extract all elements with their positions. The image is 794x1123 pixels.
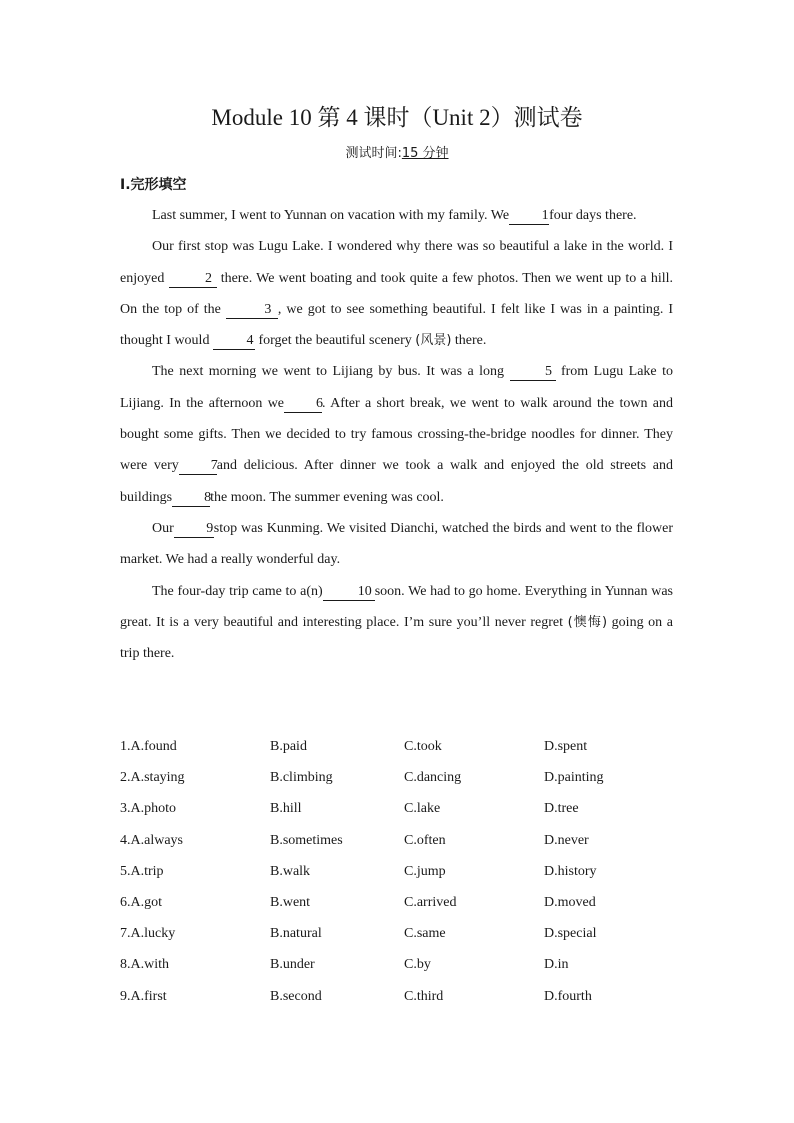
option-a: 2.A.staying: [120, 770, 185, 786]
option-c: C.arrived: [404, 894, 457, 910]
option-b: B.sometimes: [270, 832, 343, 848]
page-title: Module 10 第 4 课时（Unit 2）测试卷: [211, 105, 583, 130]
blank-9: 9: [174, 520, 214, 538]
test-time-label: 测试时间:: [345, 146, 402, 161]
option-b: B.went: [270, 894, 311, 910]
answer-options: [120, 731, 680, 1012]
option-d: D.special: [544, 926, 597, 942]
option-d: D.never: [544, 832, 589, 848]
option-d: D.painting: [544, 770, 604, 786]
option-row: [120, 981, 680, 1012]
option-c: C.same: [404, 926, 446, 942]
option-a: 6.A.got: [120, 894, 162, 910]
option-a: 7.A.lucky: [120, 926, 176, 942]
option-row: [120, 793, 680, 824]
option-row: [120, 949, 680, 980]
option-b: B.paid: [270, 739, 307, 754]
option-a: 3.A.photo: [120, 801, 176, 817]
option-d: D.moved: [544, 894, 596, 910]
option-row: [120, 887, 680, 918]
option-a: 5.A.trip: [120, 863, 164, 879]
paragraph-2: Our first stop was Lugu Lake. I wondered why there was so beautiful a lake in the world. I enjoyed 2 there. We went boating and took quite a few photos. Then we went up to a hill. On the top of the 3 , we got to see something beautiful. I felt like I was in a painting. I thought I would 4 forget the beautiful scenery (风景) there.: [120, 239, 674, 349]
option-b: B.natural: [270, 926, 322, 942]
option-b: B.hill: [270, 801, 302, 817]
test-time-value: 15 分钟: [401, 146, 449, 161]
blank-8: 8: [172, 489, 210, 507]
option-row: [120, 856, 680, 887]
option-a: 1.A.found: [120, 739, 177, 754]
option-b: B.climbing: [270, 770, 333, 786]
option-d: D.tree: [544, 801, 579, 817]
paragraph-4: Our 9stop was Kunming. We visited Dianchi, watched the birds and went to the flower market. We had a really wonderful day.: [120, 520, 673, 568]
blank-5: 5: [510, 363, 556, 381]
test-time: [0, 144, 794, 164]
option-b: B.second: [270, 988, 322, 1004]
option-row: [120, 825, 680, 856]
paragraph-1: Last summer, I went to Yunnan on vacation with my family. We 1four days there.: [152, 208, 637, 223]
option-c: C.dancing: [404, 770, 462, 786]
blank-7: 7: [179, 457, 217, 475]
option-d: D.spent: [544, 739, 588, 754]
option-c: C.third: [404, 988, 444, 1004]
blank-1: 1: [509, 207, 549, 225]
gloss-scenery: (风景): [415, 333, 452, 349]
gloss-regret: (懊悔): [567, 614, 608, 630]
cloze-passage: [120, 200, 673, 669]
paragraph-5: The four-day trip came to a(n) 10 soon. We had to go home. Everything in Yunnan was great. It is a very beautiful and interesting place. I’m sure you’ll never regret (懊悔) going on a trip there.: [120, 583, 673, 662]
option-c: C.took: [404, 739, 442, 754]
option-b: B.under: [270, 957, 315, 973]
option-d: D.fourth: [544, 988, 592, 1004]
option-d: D.in: [544, 957, 569, 973]
option-row: [120, 918, 680, 949]
option-c: C.often: [404, 832, 446, 848]
paragraph-3: The next morning we went to Lijiang by bus. It was a long 5 from Lugu Lake to Lijiang. In the afternoon we 6. After a short break, we went to walk around the town and bought some gifts. Then we decided to try famous crossing-the-bridge noodles for dinner. They were very 7and delicious. After dinner we took a walk and enjoyed the old streets and buildings 8the moon. The summer evening was cool.: [120, 364, 674, 505]
option-a: 4.A.always: [120, 832, 183, 848]
option-c: C.jump: [404, 863, 446, 879]
option-row: [120, 731, 680, 762]
blank-3: 3: [226, 301, 278, 319]
option-c: C.lake: [404, 801, 441, 817]
option-row: [120, 762, 680, 793]
section-title: Ⅰ.完形填空: [120, 177, 187, 193]
blank-4: 4: [213, 332, 255, 350]
blank-2: 2: [169, 270, 217, 288]
option-a: 8.A.with: [120, 957, 169, 973]
option-c: C.by: [404, 957, 431, 973]
option-a: 9.A.first: [120, 988, 167, 1004]
option-b: B.walk: [270, 863, 311, 879]
blank-6: 6: [284, 395, 322, 413]
option-d: D.history: [544, 863, 597, 879]
blank-10: 10: [323, 583, 375, 601]
